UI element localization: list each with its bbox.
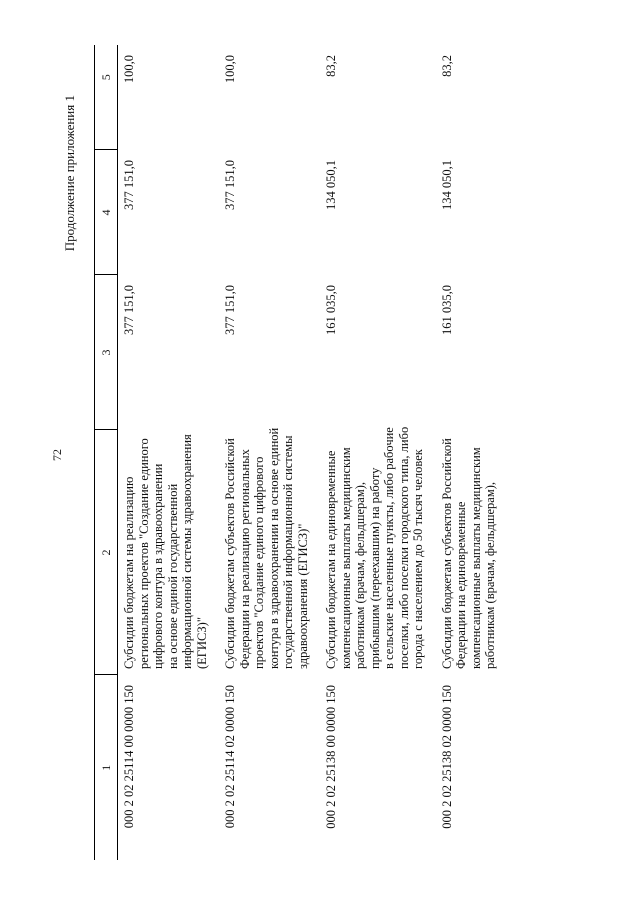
table-row [219,45,320,860]
description-line: на основе единой государственной [165,483,180,669]
description-cell [436,430,508,675]
value-cell-col5: 100,0 [223,55,237,84]
table-body [118,45,508,860]
description-cell [219,427,320,675]
value-cell-col4: 134 050,1 [439,160,454,210]
description-line: Субсидии бюджетам на реализацию [122,476,136,669]
description-line: региональных проектов "Создание единого [136,438,151,669]
description-line: компенсационные выплаты медицинским [468,447,483,669]
value-cell-col5: 100,0 [122,55,136,84]
value-cell-col5: 83,2 [324,55,338,77]
value-cell-col4: 134 050,1 [324,160,338,210]
budget-table [94,45,508,860]
description-line: поселки, либо поселки городского типа, либо [396,426,411,669]
description-line: контура в здравоохранении на основе единой [266,427,281,669]
value-cell-col5: 83,2 [439,55,454,77]
description-line: работникам (врачам, фельдшерам), [353,481,367,669]
description-cell [320,426,436,675]
description-line: проектов "Создание единого цифрового [252,456,266,669]
description-line: здравоохранения (ЕГИСЗ)" [295,523,310,669]
table-row [118,45,220,860]
description-line: города с населением до 50 тысяч человек [411,449,425,669]
budget-code-cell: 000 2 02 25138 00 0000 150 [324,685,338,829]
appendix-title: Продолжение приложения 1 [62,95,77,252]
column-header-5: 5 [95,45,118,150]
table-row [320,45,436,860]
column-header-2: 2 [95,430,118,675]
header-row [95,45,118,860]
description-line: компенсационные выплаты медицинским [338,447,353,669]
value-cell-col3: 161 035,0 [324,285,338,335]
budget-code-cell: 000 2 02 25114 02 0000 150 [223,685,237,829]
table-header [95,45,118,860]
budget-code-cell: 000 2 02 25114 00 0000 150 [122,685,136,829]
description-line: Субсидии бюджетам субъектов Российской [223,438,237,669]
value-cell-col3: 377 151,0 [122,285,136,335]
description-line: государственной информационной системы [281,435,295,669]
description-line: прибывшим (переехавшим) на работу [367,467,382,669]
description-line: Федерации на реализацию региональных [237,449,252,669]
description-line: работникам (врачам, фельдшерам), [483,481,497,669]
value-cell-col3: 377 151,0 [223,285,237,335]
description-line: Федерации на единовременные [454,501,468,669]
description-line: информационной системы здравоохранения [180,434,194,669]
column-header-1: 1 [95,675,118,860]
column-header-4: 4 [95,150,118,275]
value-cell-col3: 161 035,0 [439,285,454,335]
description-line: Субсидии бюджетам субъектов Российской [439,438,454,669]
table-row [436,45,508,860]
description-line: цифрового контура в здравоохранении [151,463,165,669]
description-cell [118,430,220,675]
column-header-3: 3 [95,275,118,430]
description-line: (ЕГИСЗ)" [194,617,209,669]
budget-code-cell: 000 2 02 25138 02 0000 150 [439,685,454,829]
page-number: 72 [50,449,64,461]
description-line: Субсидии бюджетам на единовременные [324,450,338,669]
value-cell-col4: 377 151,0 [223,160,237,210]
value-cell-col4: 377 151,0 [122,160,136,210]
description-line: в сельские населенные пункты, либо рабочие [382,427,396,669]
